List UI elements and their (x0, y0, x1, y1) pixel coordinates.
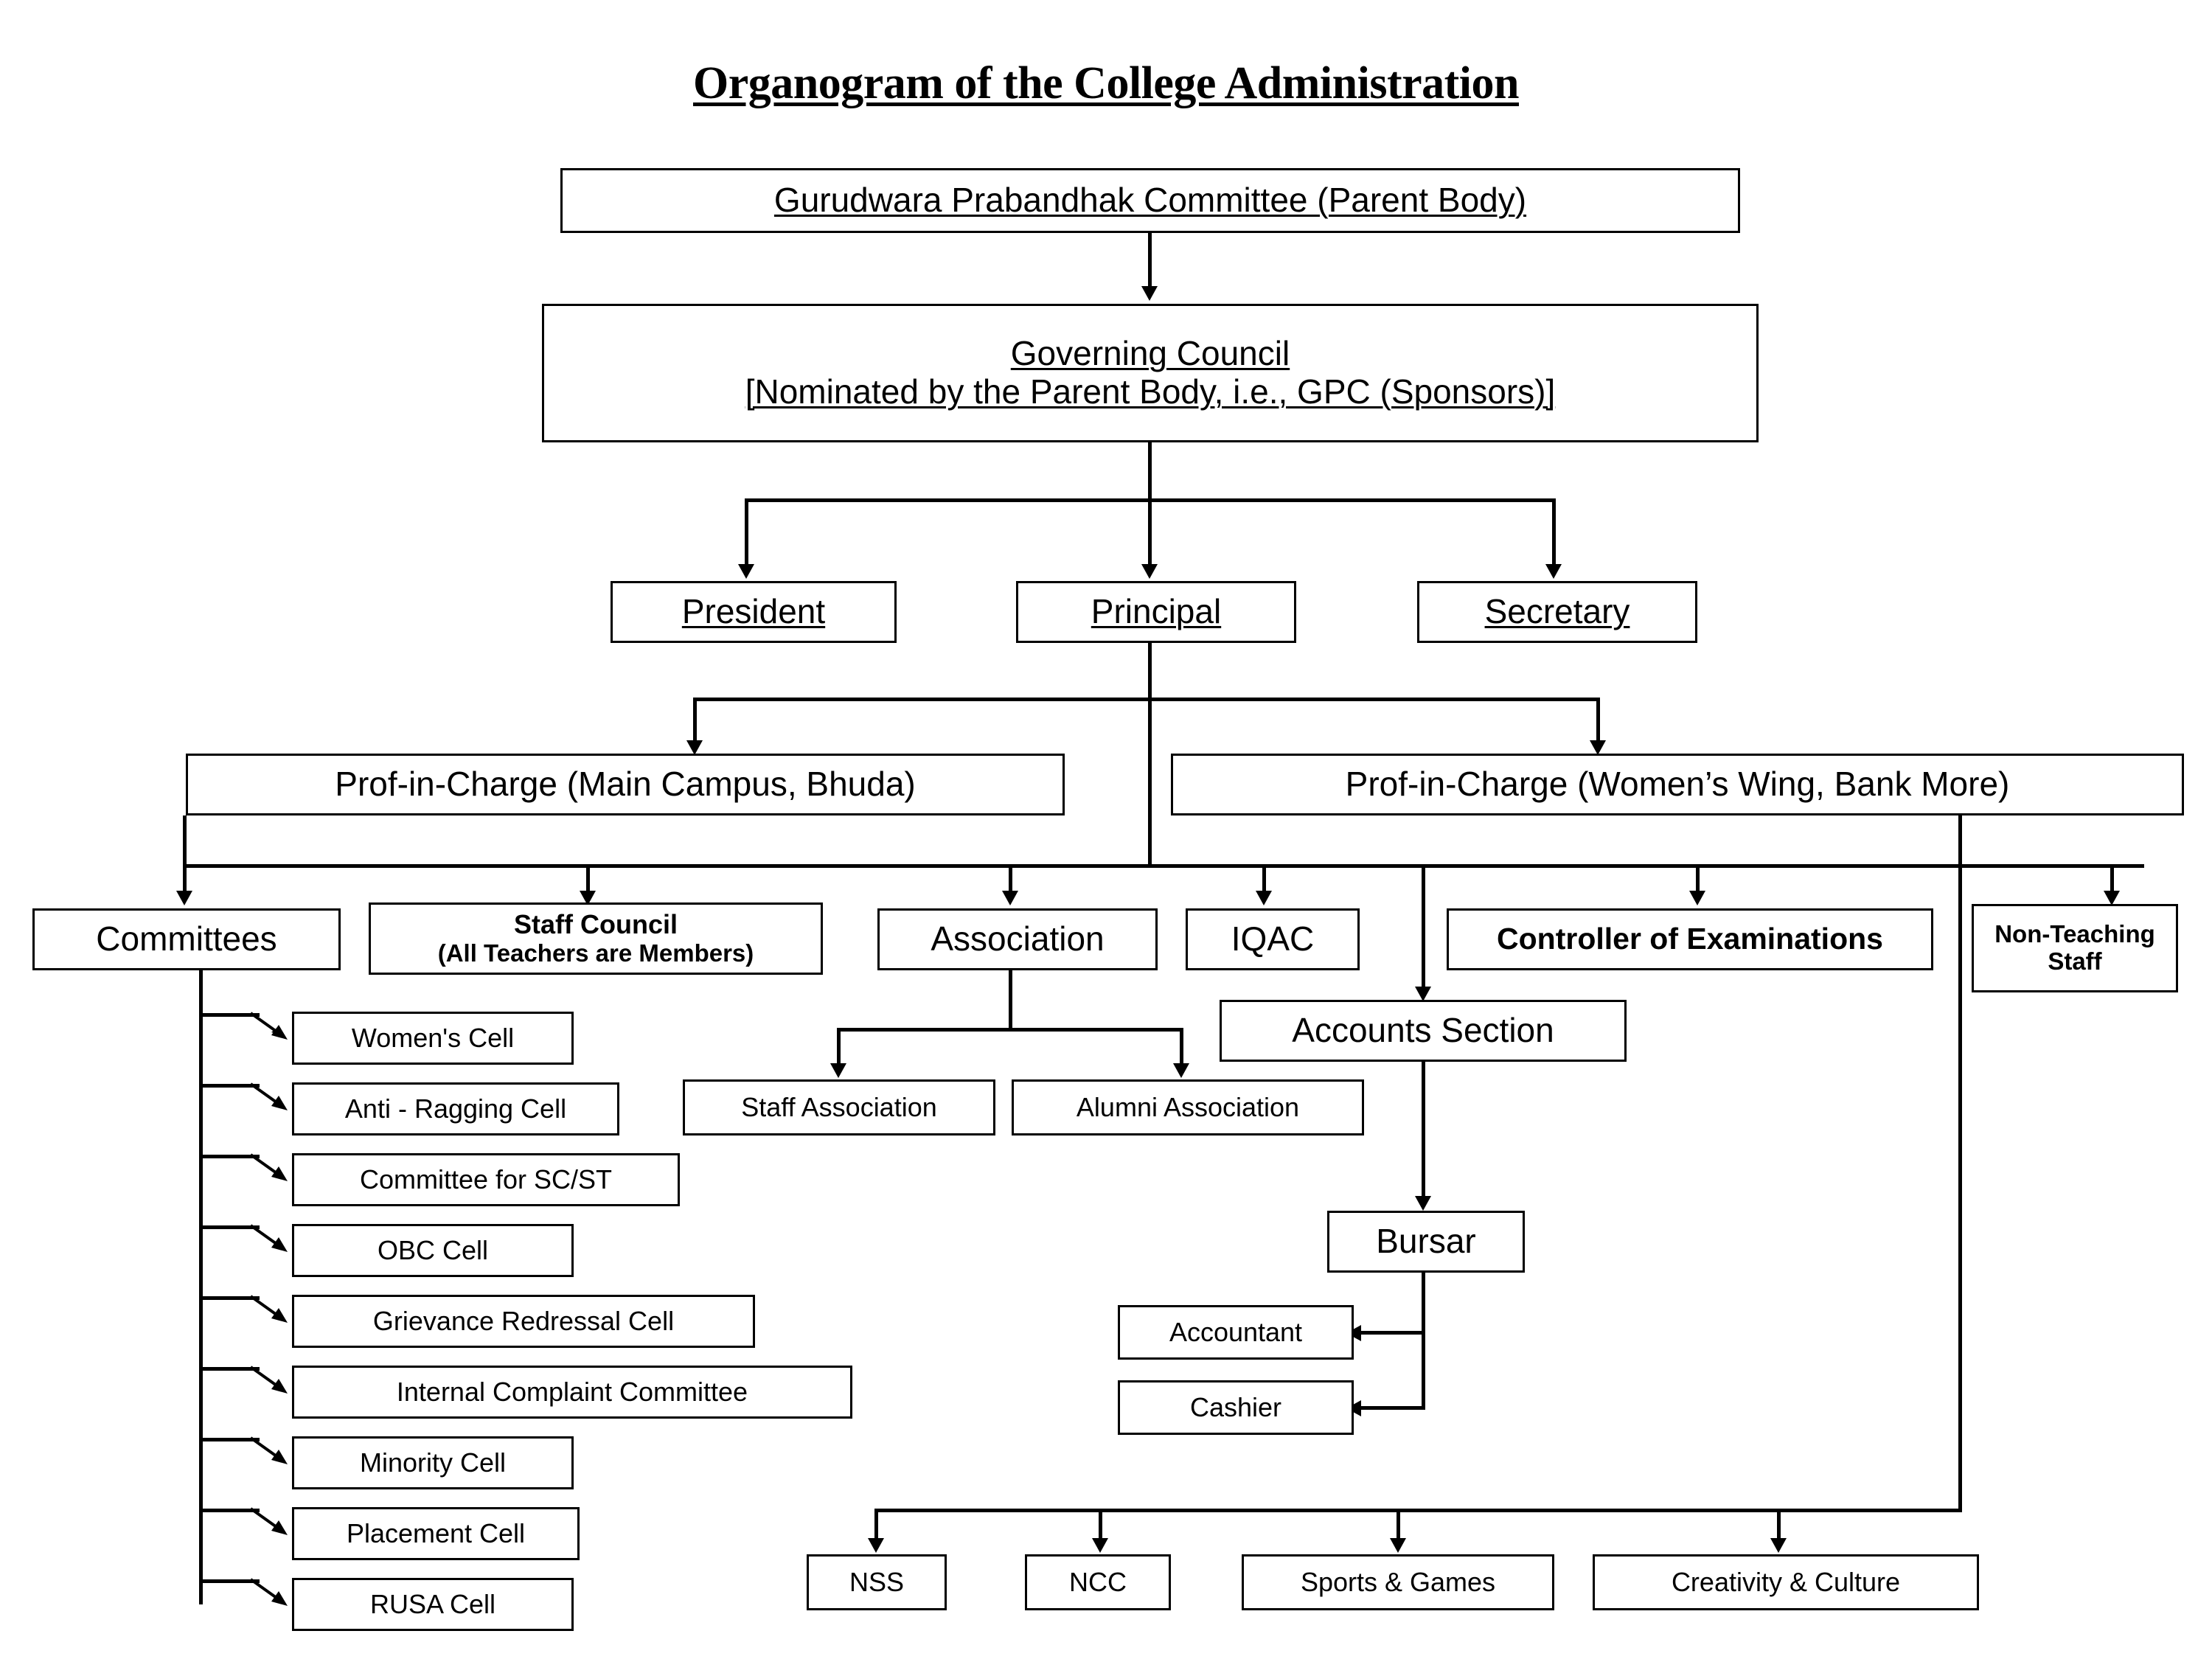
node-controller-of-examinations: Controller of Examinations (1447, 908, 1933, 970)
node-iqac: IQAC (1186, 908, 1360, 970)
arrowhead-association (1002, 891, 1018, 905)
node-prof-main-campus: Prof-in-Charge (Main Campus, Bhuda) (186, 754, 1065, 815)
connector-gc-down (1148, 442, 1152, 501)
node-staff-association: Staff Association (683, 1079, 995, 1135)
node-committee-8: RUSA Cell (292, 1578, 574, 1631)
node-activity-3: Creativity & Culture (1593, 1554, 1979, 1610)
connector-gc-secretary (1552, 498, 1556, 572)
drop-accounts (1422, 864, 1425, 995)
committee-arrow-7 (249, 1506, 291, 1540)
node-prof-women-wing: Prof-in-Charge (Women’s Wing, Bank More) (1171, 754, 2184, 815)
connector-bursar-down (1422, 1273, 1425, 1410)
committee-arrow-5 (249, 1364, 291, 1398)
node-committee-0: Women's Cell (292, 1012, 574, 1065)
committee-arrow-2 (249, 1152, 291, 1186)
node-parent-body: Gurudwara Prabandhak Committee (Parent Body) (560, 168, 1740, 233)
node-committee-1: Anti - Ragging Cell (292, 1082, 619, 1135)
arrowhead-prof-women (1590, 740, 1606, 755)
trunk-right-activities (1958, 864, 1962, 1512)
connector-prof-main-down (183, 815, 187, 867)
committee-arrow-8 (249, 1576, 291, 1610)
arrowhead-activity-1 (1092, 1538, 1108, 1553)
arrowhead-prof-main (686, 740, 703, 755)
connector-principal-bus (693, 698, 1600, 701)
node-accounts-section: Accounts Section (1220, 1000, 1627, 1062)
node-governing-council: Governing Council [Nominated by the Parent Body, i.e., GPC (Sponsors)] (542, 304, 1759, 442)
node-committee-4: Grievance Redressal Cell (292, 1295, 755, 1348)
connector-bursar-accountant (1354, 1331, 1425, 1335)
arrowhead-activity-3 (1770, 1538, 1787, 1553)
committee-arrow-4 (249, 1293, 291, 1327)
arrowhead-controller (1689, 891, 1705, 905)
node-committee-2: Committee for SC/ST (292, 1153, 680, 1206)
node-committees: Committees (32, 908, 341, 970)
node-cashier: Cashier (1118, 1380, 1354, 1435)
connector-association-bus (837, 1028, 1183, 1032)
arrowhead-principal (1141, 564, 1158, 579)
connector-principal-down (1148, 643, 1152, 700)
connector-unit-bus (183, 864, 2144, 868)
node-staff-council: Staff Council (All Teachers are Members) (369, 902, 823, 975)
arrowhead-non-teaching (2104, 891, 2120, 905)
committee-arrow-1 (249, 1081, 291, 1115)
connector-association-down (1009, 970, 1012, 1031)
node-activity-2: Sports & Games (1242, 1554, 1554, 1610)
arrowhead-bursar (1415, 1196, 1431, 1211)
connector-prof-women-down (1958, 815, 1962, 867)
node-committee-7: Placement Cell (292, 1507, 580, 1560)
node-president: President (611, 581, 897, 643)
arrowhead-governing (1141, 286, 1158, 301)
connector-gc-president (745, 498, 748, 572)
connector-accounts-bursar (1422, 1062, 1425, 1205)
node-committee-3: OBC Cell (292, 1224, 574, 1277)
arrowhead-iqac (1256, 891, 1272, 905)
arrowhead-secretary (1545, 564, 1562, 579)
arrowhead-staff-association (830, 1063, 846, 1078)
committee-arrow-0 (249, 1010, 291, 1044)
node-secretary: Secretary (1417, 581, 1697, 643)
connector-gc-principal (1148, 498, 1152, 572)
node-committee-5: Internal Complaint Committee (292, 1366, 852, 1419)
arrowhead-president (738, 564, 754, 579)
node-accountant: Accountant (1118, 1305, 1354, 1360)
connector-bursar-cashier (1354, 1406, 1425, 1410)
node-alumni-association: Alumni Association (1012, 1079, 1364, 1135)
node-association: Association (877, 908, 1158, 970)
bus-activities (874, 1509, 1962, 1512)
node-bursar: Bursar (1327, 1211, 1525, 1273)
page-title: Organogram of the College Administration (692, 58, 1519, 108)
committee-arrow-3 (249, 1222, 291, 1256)
node-activity-1: NCC (1025, 1554, 1171, 1610)
committee-arrow-6 (249, 1435, 291, 1469)
arrowhead-activity-2 (1390, 1538, 1406, 1553)
node-non-teaching-staff: Non-Teaching Staff (1972, 904, 2178, 992)
connector-parentbody-governing (1148, 233, 1152, 291)
node-principal: Principal (1016, 581, 1296, 643)
connector-principal-trunk (1148, 698, 1152, 867)
arrowhead-activity-0 (868, 1538, 884, 1553)
node-activity-0: NSS (807, 1554, 947, 1610)
arrowhead-accounts (1415, 987, 1431, 1001)
node-committee-6: Minority Cell (292, 1436, 574, 1489)
arrowhead-alumni-association (1173, 1063, 1189, 1078)
arrowhead-committees (176, 891, 192, 905)
